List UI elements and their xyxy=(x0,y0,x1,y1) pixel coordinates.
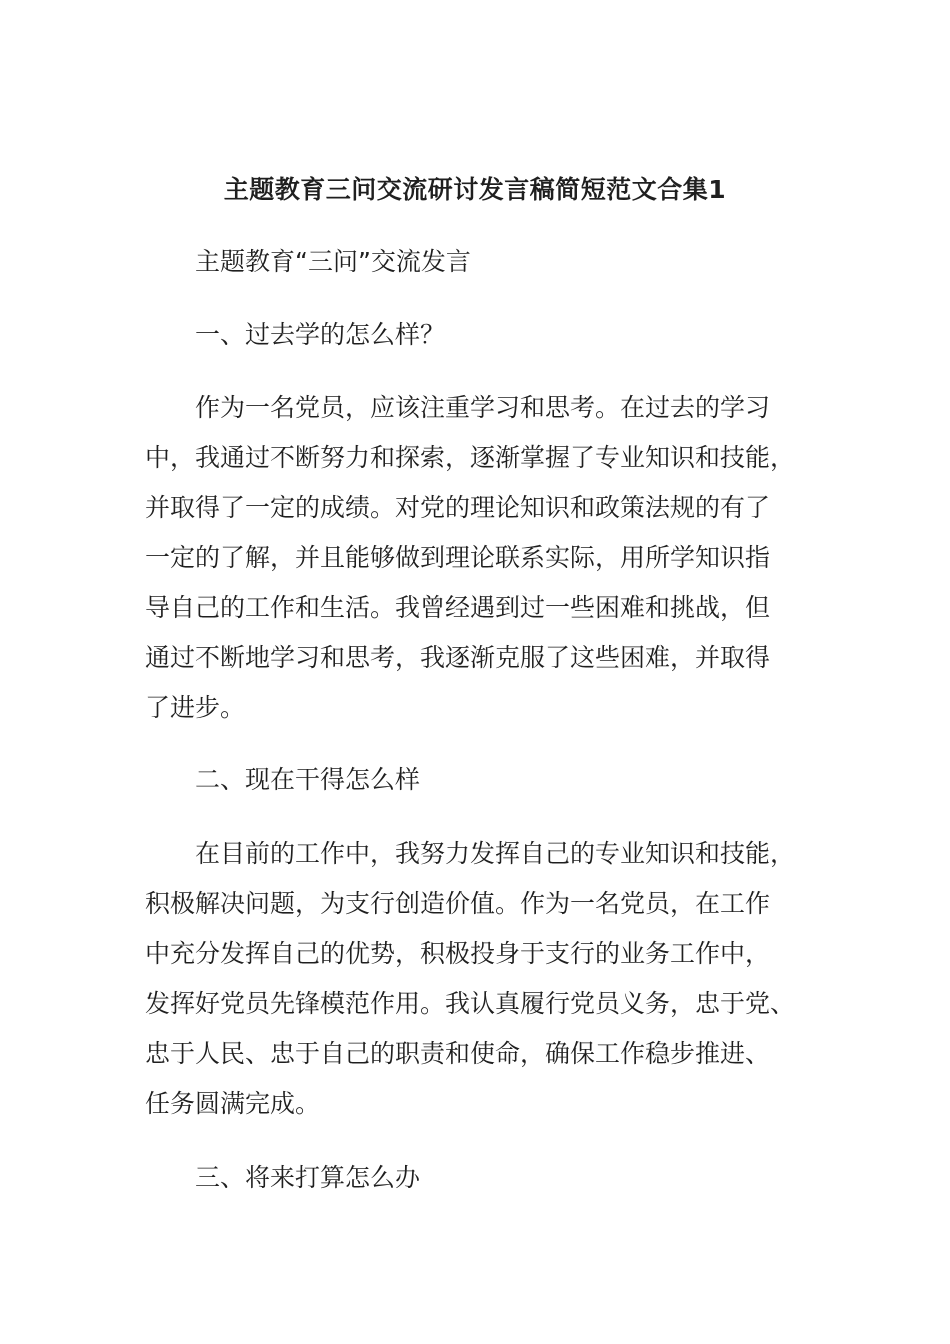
paragraph-line: 了进步。 xyxy=(145,693,246,722)
paragraph-line: 并取得了一定的成绩。对党的理论知识和政策法规的有了 xyxy=(145,493,771,522)
section-1-paragraph xyxy=(145,383,825,733)
paragraph-line: 通过不断地学习和思考，我逐渐克服了这些困难，并取得 xyxy=(145,643,771,672)
section-1-heading: 一、过去学的怎么样？ xyxy=(195,320,446,349)
paragraph-line: 中，我通过不断努力和探索，逐渐掌握了专业知识和技能， xyxy=(145,443,796,472)
document-subtitle: 主题教育“三问”交流发言 xyxy=(195,247,471,276)
paragraph-line: 一定的了解，并且能够做到理论联系实际，用所学知识指 xyxy=(145,543,771,572)
paragraph-line: 在目前的工作中，我努力发挥自己的专业知识和技能， xyxy=(195,839,796,868)
section-2-heading: 二、现在干得怎么样 xyxy=(195,765,421,794)
paragraph-line: 发挥好党员先锋模范作用。我认真履行党员义务，忠于党、 xyxy=(145,989,796,1018)
paragraph-line: 忠于人民、忠于自己的职责和使命，确保工作稳步推进、 xyxy=(145,1039,771,1068)
paragraph-line: 积极解决问题，为支行创造价值。作为一名党员，在工作 xyxy=(145,889,771,918)
paragraph-line: 中充分发挥自己的优势，积极投身于支行的业务工作中， xyxy=(145,939,771,968)
document-title: 主题教育三问交流研讨发言稿简短范文合集1 xyxy=(223,175,727,204)
section-3-heading: 三、将来打算怎么办 xyxy=(195,1163,421,1192)
paragraph-line: 任务圆满完成。 xyxy=(145,1089,321,1118)
section-2-paragraph xyxy=(145,829,825,1129)
paragraph-line: 作为一名党员，应该注重学习和思考。在过去的学习 xyxy=(195,393,771,422)
paragraph-line: 导自己的工作和生活。我曾经遇到过一些困难和挑战，但 xyxy=(145,593,771,622)
